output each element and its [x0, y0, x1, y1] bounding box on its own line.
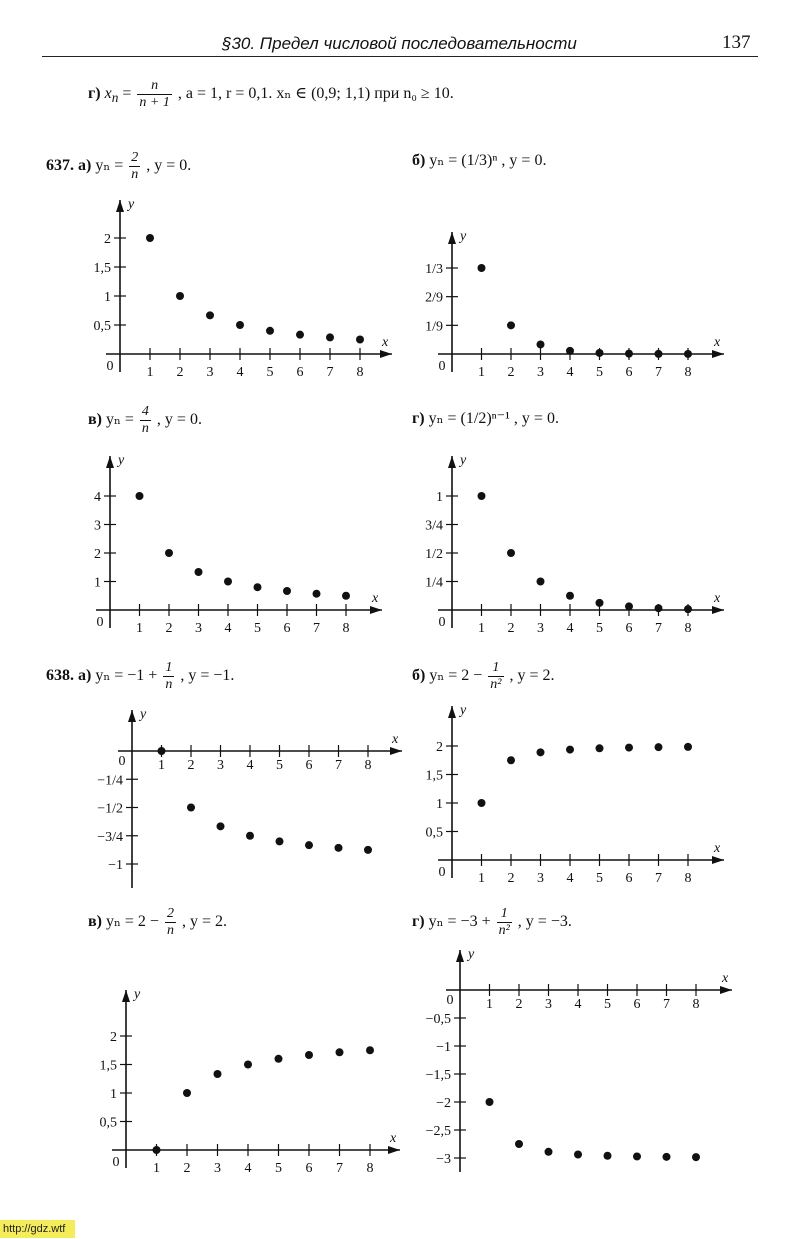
- chart-638v-y-axis-label: y: [134, 987, 141, 1002]
- chart-637a-x-axis-label: x: [382, 335, 389, 350]
- chart-638g-x-axis-arrow: [720, 986, 732, 994]
- chart-637v-data-point: [165, 549, 173, 557]
- chart-638a-origin-label: 0: [118, 754, 126, 769]
- chart-637v-y-tick-label: 3: [94, 518, 101, 534]
- chart-638a-x-tick-label: 1: [158, 758, 165, 773]
- chart-638b-origin-label: 0: [438, 865, 446, 880]
- formula-lhs: yₙ =: [105, 411, 134, 429]
- chart-638v-y-tick-label: 2: [110, 1030, 117, 1045]
- chart-638v-x-axis-arrow: [388, 1146, 400, 1154]
- chart-637g-x-tick-label: 1: [478, 621, 485, 636]
- problem-label: в): [88, 913, 102, 931]
- formula-rhs: , y = −3.: [517, 913, 572, 931]
- chart-637b-x-tick-label: 5: [596, 365, 603, 380]
- formula-rhs: , y = 0.: [146, 157, 192, 175]
- problem-label: в): [88, 411, 102, 429]
- chart-638a-x-tick-label: 7: [335, 758, 342, 773]
- chart-638g-data-point: [486, 1098, 494, 1106]
- chart-638v-data-point: [366, 1046, 374, 1054]
- chart-638g-y-tick-label: −2,5: [425, 1124, 451, 1139]
- chart-637b-x-tick-label: 8: [684, 365, 692, 380]
- chart-637v-data-point: [342, 592, 350, 600]
- chart-638v-x-tick-label: 3: [214, 1161, 221, 1176]
- chart-638b-x-axis-arrow: [712, 856, 724, 864]
- chart-637v-x-axis-label: x: [372, 591, 379, 606]
- chart-638g-x-tick-label: 3: [545, 997, 552, 1012]
- chart-637v-data-point: [283, 587, 291, 595]
- chart-638g-data-point: [604, 1152, 612, 1160]
- chart-638b-y-tick-label: 1: [436, 797, 443, 812]
- chart-638a-y-tick-label: −1: [108, 858, 123, 873]
- chart-637v-x-tick-label: 1: [136, 621, 143, 636]
- intro-line: г) $x_n$ = $\frac{n}{n + 1}$ , a = 1, r = 0,1. xₙ ∈ (0,9; 1,1) при n₀ ≥ 10.: [88, 78, 454, 110]
- formula-lhs: yₙ = −1 +: [95, 667, 158, 685]
- frac-num: 2: [166, 906, 174, 921]
- chart-637v-x-tick-label: 4: [224, 621, 232, 636]
- problem-label: а): [78, 667, 92, 685]
- formula: yₙ = (1/2)ⁿ⁻¹ , y = 0.: [428, 410, 559, 427]
- chart-638b-y-tick-label: 1,5: [425, 768, 443, 784]
- chart-638g-x-tick-label: 2: [515, 997, 523, 1012]
- chart-637a-y-axis-label: y: [128, 197, 135, 212]
- chart-637b-x-axis-arrow: [712, 350, 724, 358]
- chart-637b-y-tick-label: 1/3: [425, 262, 443, 278]
- chart-637b-x-tick-label: 4: [566, 365, 574, 380]
- chart-637b-data-point: [537, 340, 545, 348]
- chart-637g-data-point: [684, 605, 692, 613]
- chart-637g-x-tick-label: 4: [566, 621, 574, 636]
- chart-638b-data-point: [537, 748, 545, 756]
- chart-637a-origin-label: 0: [106, 359, 114, 374]
- watermark-link[interactable]: http://gdz.wtf: [0, 1220, 75, 1238]
- formula-lhs: yₙ = −3 +: [428, 913, 491, 931]
- chart-638v-data-point: [305, 1051, 313, 1059]
- chart-638g-y-tick-label: −1: [436, 1040, 451, 1055]
- problem-label: г): [412, 913, 425, 931]
- chart-637b-data-point: [625, 350, 633, 358]
- chart-638g-y-axis-label: y: [468, 947, 475, 962]
- chart-638b-data-point: [684, 743, 692, 751]
- chart-637b-y-axis-arrow: [448, 232, 456, 244]
- chart-637a-x-tick-label: 7: [326, 365, 334, 380]
- chart-638g-data-point: [574, 1151, 582, 1159]
- chart-637a-x-tick-label: 8: [356, 365, 364, 380]
- frac-num: 4: [141, 404, 149, 419]
- chart-638a-x-axis-label: x: [392, 732, 399, 747]
- chart-637a-data-point: [206, 311, 214, 319]
- chart-637a-data-point: [176, 292, 184, 300]
- chart-637g-origin-label: 0: [438, 615, 446, 630]
- chart-638v-x-tick-label: 2: [183, 1161, 191, 1176]
- chart-638v-x-tick-label: 6: [305, 1161, 313, 1176]
- chart-638b-data-point: [655, 743, 663, 751]
- chart-637b-x-tick-label: 2: [507, 365, 515, 380]
- chart-637g-data-point: [478, 492, 486, 500]
- chart-638g-x-tick-label: 8: [692, 997, 700, 1012]
- chart-637b-x-axis-label: x: [714, 335, 721, 350]
- chart-637g-data-point: [537, 578, 545, 586]
- frac-num: 1: [165, 660, 173, 675]
- frac-num: 1: [497, 906, 512, 923]
- chart-638v-origin-label: 0: [112, 1155, 120, 1170]
- chart-638a-x-tick-label: 3: [217, 758, 224, 773]
- chart-638g-data-point: [633, 1152, 641, 1160]
- chart-637b-data-point: [507, 321, 515, 329]
- chart-638b-x-tick-label: 2: [507, 871, 515, 886]
- frac-num: 1: [488, 660, 503, 677]
- chart-637a-y-tick-label: 0,5: [93, 319, 111, 334]
- chart-638g-data-point: [515, 1140, 523, 1148]
- chart-637v-x-tick-label: 6: [283, 621, 291, 636]
- chart-637v-origin-label: 0: [96, 615, 104, 630]
- chart-637g-y-tick-label: 1/4: [425, 575, 443, 591]
- chart-638v-data-point: [336, 1048, 344, 1056]
- chart-637a-x-tick-label: 1: [146, 365, 154, 380]
- chart-638a-data-point: [217, 822, 225, 830]
- chart-638g-origin-label: 0: [446, 993, 454, 1008]
- chart-638v-x-tick-label: 4: [244, 1161, 252, 1176]
- chart-638g-x-tick-label: 1: [486, 997, 493, 1012]
- chart-637b-data-point: [566, 347, 574, 355]
- problem-label: б): [412, 667, 426, 685]
- chart-638a-x-tick-label: 8: [364, 758, 372, 773]
- chart-637a-data-point: [326, 333, 334, 341]
- page-number: 137: [722, 32, 751, 53]
- frac-num: 2: [131, 150, 139, 165]
- chart-638v-y-tick-label: 1: [110, 1087, 117, 1102]
- chart-637a-x-axis-arrow: [380, 350, 392, 358]
- frac-den: n: [141, 421, 149, 436]
- chart-637a-y-axis-arrow: [116, 200, 124, 212]
- chart-637v-x-tick-label: 2: [165, 621, 173, 636]
- chart-638a-x-axis-arrow: [390, 747, 402, 755]
- chart-637a-x-tick-label: 2: [176, 365, 184, 380]
- chart-638v-data-point: [153, 1146, 161, 1154]
- chart-638v-data-point: [183, 1089, 191, 1097]
- chart-637a-data-point: [266, 327, 274, 335]
- chart-637b-x-tick-label: 3: [537, 365, 544, 380]
- chart-637g-data-point: [596, 599, 604, 607]
- formula-rhs: , y = 0.: [156, 411, 202, 429]
- chart-638a-data-point: [187, 804, 195, 812]
- chart-638a-data-point: [246, 832, 254, 840]
- problem-number: 637.: [46, 157, 74, 175]
- chart-637v-x-tick-label: 8: [342, 621, 350, 636]
- chart-637b-data-point: [684, 350, 692, 358]
- chart-637v-data-point: [254, 583, 262, 591]
- chart-637b-x-tick-label: 1: [478, 365, 485, 380]
- chart-637v-data-point: [224, 578, 232, 586]
- chart-638b-x-tick-label: 7: [655, 871, 662, 886]
- chart-638b-y-tick-label: 2: [436, 740, 443, 755]
- formula-lhs: yₙ = 2 −: [429, 667, 483, 685]
- chart-637b-y-tick-label: 1/9: [425, 319, 443, 335]
- chart-637v-data-point: [313, 590, 321, 598]
- chart-638b-x-tick-label: 6: [625, 871, 633, 886]
- chart-638b-x-axis-label: x: [714, 841, 721, 856]
- chart-637v-y-tick-label: 4: [94, 490, 101, 505]
- frac-den: n + 1: [139, 95, 170, 110]
- chart-638g-y-axis-arrow: [456, 950, 464, 962]
- chart-638v-data-point: [214, 1070, 222, 1078]
- chart-637a-x-tick-label: 4: [236, 365, 244, 380]
- chart-637b-data-point: [478, 264, 486, 272]
- chart-638b-data-point: [478, 799, 486, 807]
- frac-den: n: [131, 167, 139, 182]
- chart-637a-x-tick-label: 3: [206, 365, 214, 380]
- problem-label: б): [412, 152, 426, 169]
- chart-637b-y-axis-label: y: [460, 229, 467, 244]
- formula-rhs: , y = −1.: [180, 667, 235, 685]
- chart-638b-x-tick-label: 4: [566, 871, 574, 886]
- chart-638b-y-axis-arrow: [448, 706, 456, 718]
- chart-638g-y-tick-label: −2: [436, 1096, 451, 1111]
- chart-638g-x-tick-label: 5: [604, 997, 611, 1012]
- chart-638g-x-tick-label: 6: [633, 997, 641, 1012]
- chart-638b-x-tick-label: 5: [596, 871, 603, 886]
- chart-637v-x-tick-label: 3: [195, 621, 202, 636]
- chart-637b-x-tick-label: 6: [625, 365, 633, 380]
- intro-rest: , a = 1, r = 0,1. xₙ ∈ (0,9; 1,1) при n₀ ≥ 10.: [177, 85, 454, 103]
- chart-638g-data-point: [545, 1148, 553, 1156]
- chart-638a-x-tick-label: 2: [187, 758, 195, 773]
- chart-637a-x-tick-label: 5: [266, 365, 274, 380]
- chart-638b-data-point: [596, 744, 604, 752]
- chart-638b-data-point: [507, 756, 515, 764]
- chart-638a-data-point: [158, 747, 166, 755]
- chart-638a-data-point: [364, 846, 372, 854]
- chart-638v-x-tick-label: 8: [366, 1161, 374, 1176]
- chart-637g-x-tick-label: 8: [684, 621, 692, 636]
- chart-638a-y-tick-label: −1/4: [97, 773, 123, 789]
- chart-637a-x-tick-label: 6: [296, 365, 304, 380]
- chart-638a-data-point: [276, 837, 284, 845]
- chart-637g-x-axis-label: x: [714, 591, 721, 606]
- chart-638a-x-tick-label: 4: [246, 758, 254, 773]
- chart-637g-x-tick-label: 5: [596, 621, 603, 636]
- chart-637g-x-tick-label: 6: [625, 621, 633, 636]
- chart-637v-y-tick-label: 2: [94, 547, 101, 562]
- chart-637g-data-point: [566, 592, 574, 600]
- chart-638v-x-tick-label: 7: [336, 1161, 343, 1176]
- chart-638a-data-point: [335, 844, 343, 852]
- chart-638g-y-tick-label: −0,5: [425, 1012, 451, 1027]
- chart-637b-data-point: [596, 349, 604, 357]
- chart-637v-x-axis-arrow: [370, 606, 382, 614]
- frac-den: n²: [498, 923, 510, 938]
- chart-637a-data-point: [146, 234, 154, 242]
- chart-638g-y-tick-label: −3: [436, 1152, 451, 1167]
- formula-lhs: yₙ = 2 −: [105, 913, 159, 931]
- chart-638b-x-tick-label: 1: [478, 871, 485, 886]
- chart-638a-y-axis-label: y: [140, 707, 147, 722]
- formula-rhs: , y = 2.: [181, 913, 227, 931]
- chart-638v-data-point: [275, 1055, 283, 1063]
- chart-638a-data-point: [305, 841, 313, 849]
- chart-637g-data-point: [655, 604, 663, 612]
- chart-637g-y-axis-label: y: [460, 453, 467, 468]
- chart-637g-x-tick-label: 3: [537, 621, 544, 636]
- page-header-title: §30. Предел числовой последовательности: [222, 34, 577, 53]
- chart-638v-x-tick-label: 5: [275, 1161, 282, 1176]
- chart-637g-y-tick-label: 1/2: [425, 547, 443, 562]
- frac-den: n: [166, 923, 174, 938]
- chart-637b-data-point: [655, 350, 663, 358]
- chart-637g-y-axis-arrow: [448, 456, 456, 468]
- chart-637v-data-point: [136, 492, 144, 500]
- chart-638a-y-tick-label: −3/4: [97, 829, 123, 845]
- formula-rhs: , y = 2.: [509, 667, 555, 685]
- chart-637a-data-point: [236, 321, 244, 329]
- chart-637v-data-point: [195, 568, 203, 576]
- chart-637a-data-point: [356, 336, 364, 344]
- chart-638b-y-axis-label: y: [460, 703, 467, 718]
- chart-638a-y-axis-arrow: [128, 710, 136, 722]
- formula: yₙ = (1/3)ⁿ , y = 0.: [429, 152, 547, 169]
- chart-638v-y-tick-label: 0,5: [99, 1115, 117, 1131]
- chart-638v-data-point: [244, 1061, 252, 1069]
- chart-638g-y-tick-label: −1,5: [425, 1068, 451, 1083]
- chart-638b-x-tick-label: 8: [684, 871, 692, 886]
- chart-637v-y-tick-label: 1: [94, 575, 101, 591]
- chart-637g-y-tick-label: 1: [436, 490, 443, 505]
- chart-638a-y-tick-label: −1/2: [97, 801, 123, 817]
- frac-num: n: [137, 78, 171, 95]
- chart-638a-x-tick-label: 5: [276, 758, 283, 773]
- chart-638b-y-tick-label: 0,5: [425, 825, 443, 841]
- chart-637g-data-point: [625, 602, 633, 610]
- intro-label: г): [88, 85, 101, 103]
- frac-den: n²: [490, 677, 502, 692]
- problem-number: 638.: [46, 667, 74, 685]
- chart-638g-x-tick-label: 7: [663, 997, 670, 1012]
- chart-637a-data-point: [296, 331, 304, 339]
- chart-638b-x-tick-label: 3: [537, 871, 544, 886]
- chart-637g-x-tick-label: 2: [507, 621, 515, 636]
- chart-637b-origin-label: 0: [438, 359, 446, 374]
- chart-638b-data-point: [566, 746, 574, 754]
- chart-637g-y-tick-label: 3/4: [425, 518, 443, 534]
- chart-638g-x-tick-label: 4: [574, 997, 582, 1012]
- chart-638v-y-axis-arrow: [122, 990, 130, 1002]
- chart-637g-x-tick-label: 7: [655, 621, 662, 636]
- chart-638v-y-tick-label: 1,5: [99, 1058, 117, 1074]
- problem-label: а): [78, 157, 92, 175]
- chart-637a-y-tick-label: 2: [104, 232, 111, 247]
- chart-637v-x-tick-label: 5: [254, 621, 261, 636]
- chart-637b-x-tick-label: 7: [655, 365, 662, 380]
- chart-637g-data-point: [507, 549, 515, 557]
- chart-638g-data-point: [692, 1153, 700, 1161]
- chart-638v-x-tick-label: 1: [153, 1161, 160, 1176]
- chart-637v-y-axis-label: y: [118, 453, 125, 468]
- problem-label: г): [412, 410, 425, 427]
- chart-638g-data-point: [663, 1153, 671, 1161]
- chart-637a-y-tick-label: 1,5: [93, 261, 111, 276]
- chart-638g-x-axis-label: x: [722, 971, 729, 986]
- chart-637b-y-tick-label: 2/9: [425, 290, 443, 306]
- chart-637v-y-axis-arrow: [106, 456, 114, 468]
- formula-lhs: yₙ =: [95, 157, 124, 175]
- frac-den: n: [165, 677, 173, 692]
- chart-638v-x-axis-label: x: [390, 1131, 397, 1146]
- chart-637v-x-tick-label: 7: [313, 621, 320, 636]
- chart-637a-y-tick-label: 1: [104, 290, 111, 305]
- chart-638b-data-point: [625, 744, 633, 752]
- chart-637g-x-axis-arrow: [712, 606, 724, 614]
- chart-638a-x-tick-label: 6: [305, 758, 313, 773]
